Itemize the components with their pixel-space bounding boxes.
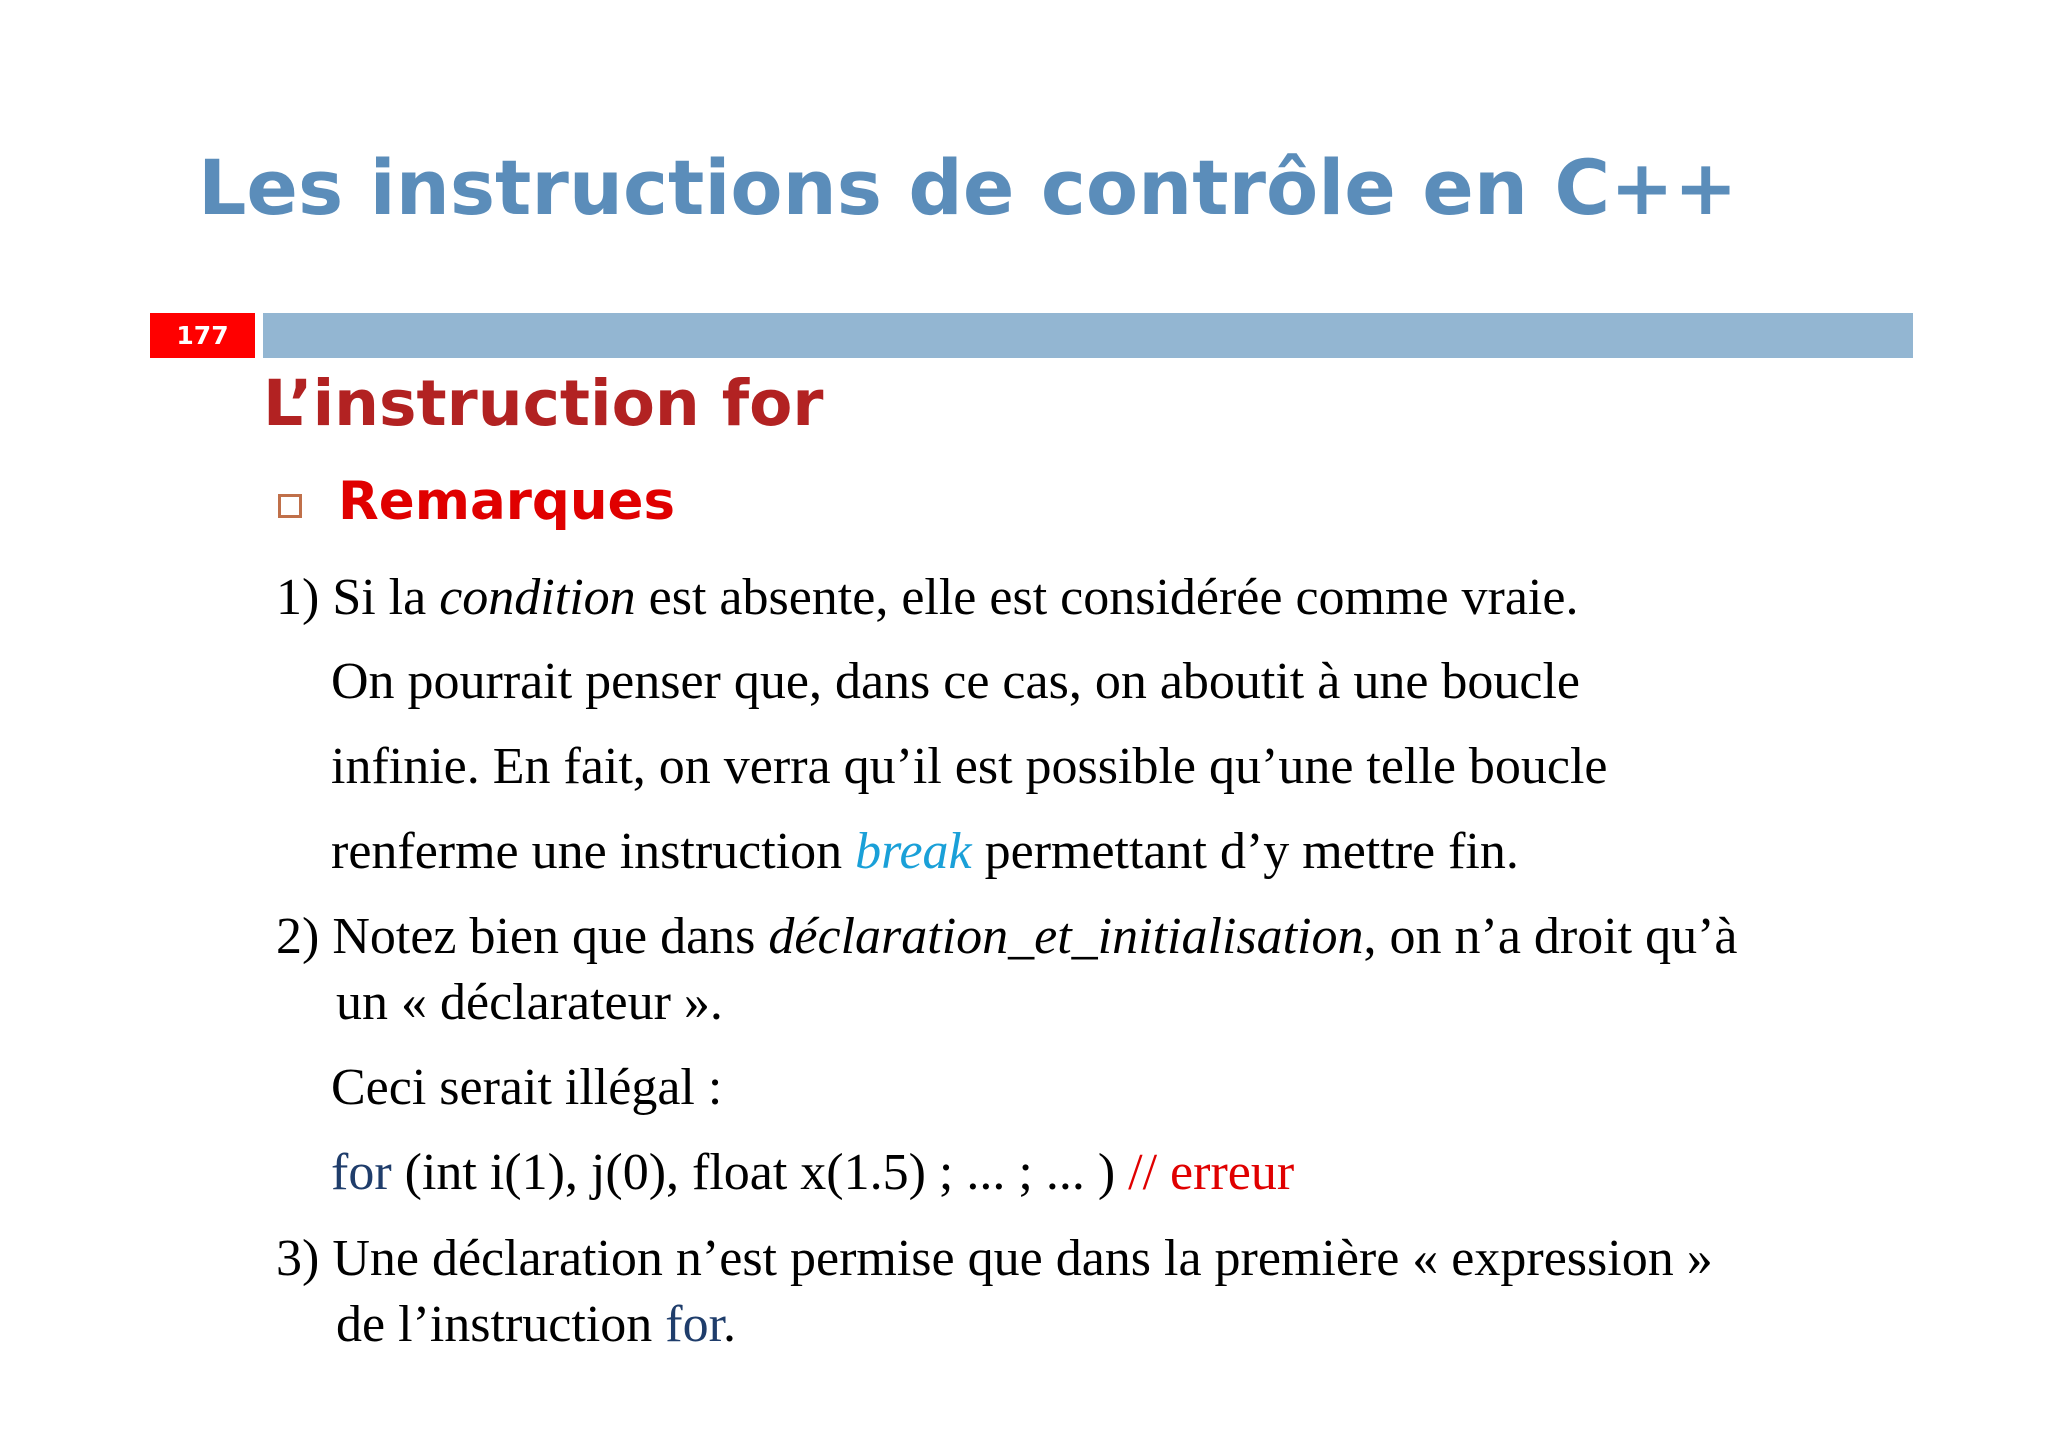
- break-keyword: break: [855, 823, 972, 880]
- remark-3-text: de l’instruction: [336, 1296, 666, 1353]
- section-heading: Remarques: [338, 471, 676, 532]
- remark-1-text: permettant d’y mettre fin.: [971, 823, 1519, 880]
- remark-1-line-1: [276, 569, 1579, 626]
- code-body: (int i(1), j(0), float x(1.5) ; ... ; ... ): [391, 1144, 1129, 1201]
- remark-1-text: renferme une instruction: [331, 823, 856, 880]
- remark-1-line-3: infinie. En fait, on verra qu’il est possible qu’une telle boucle: [331, 738, 1608, 795]
- remark-2-line-1: [276, 908, 1738, 965]
- remark-3-text: .: [723, 1296, 737, 1353]
- remark-2-line-3: Ceci serait illégal :: [331, 1059, 723, 1116]
- remark-1-text: est absente, elle est considérée comme vraie.: [635, 569, 1579, 626]
- remark-1-line-4: [331, 823, 1519, 880]
- code-comment: // erreur: [1128, 1144, 1295, 1201]
- for-keyword: for: [331, 1144, 392, 1201]
- remark-2-line-2: un « déclarateur ».: [336, 974, 723, 1031]
- code-example: [331, 1144, 1295, 1201]
- square-bullet-icon: [278, 494, 302, 518]
- slide-subtitle: L’instruction for: [263, 367, 824, 440]
- header-bar: [263, 313, 1913, 358]
- slide-number-badge: 177: [150, 313, 255, 358]
- slide-title: Les instructions de contrôle en C++: [198, 143, 1738, 232]
- remark-1-text: 1) Si la: [276, 569, 440, 626]
- remark-3-line-1: 3) Une déclaration n’est permise que dans la première « expression »: [276, 1230, 1713, 1287]
- for-keyword: for: [665, 1296, 724, 1353]
- remark-1-line-2: On pourrait penser que, dans ce cas, on aboutit à une boucle: [331, 653, 1581, 710]
- remark-2-text: , on n’a droit qu’à: [1363, 908, 1738, 965]
- remark-2-italic-term: déclaration_et_initialisation: [768, 908, 1364, 965]
- remark-1-italic-term: condition: [439, 569, 636, 626]
- remark-2-text: 2) Notez bien que dans: [276, 908, 769, 965]
- remark-3-line-2: [336, 1296, 737, 1353]
